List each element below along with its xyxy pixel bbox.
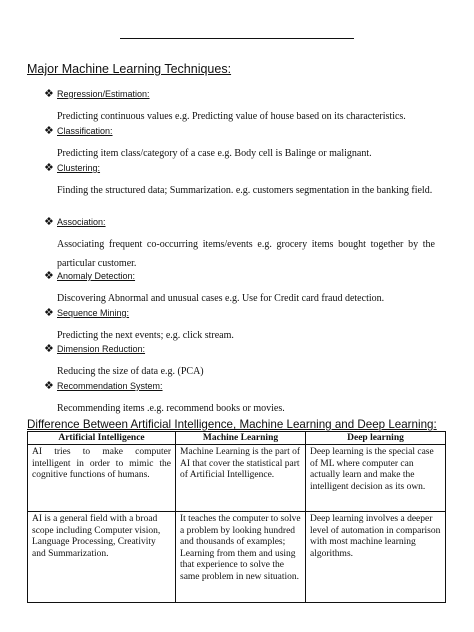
diamond-bullet-icon: ❖ bbox=[44, 87, 54, 100]
table-row bbox=[28, 512, 446, 603]
technique-title: Sequence Mining: bbox=[57, 308, 130, 318]
technique-description: Reducing the size of data e.g. (PCA) bbox=[57, 366, 204, 377]
column-header-dl: Deep learning bbox=[306, 432, 446, 445]
section-heading-ml-techniques: Major Machine Learning Techniques: bbox=[27, 62, 232, 76]
table-header-row bbox=[28, 432, 446, 445]
technique-title: Regression/Estimation: bbox=[57, 89, 150, 99]
table-row bbox=[28, 445, 446, 512]
technique-description: Associating frequent co-occurring items/events e.g. grocery items bought together by the particular customer. bbox=[57, 239, 435, 269]
technique-title: Anomaly Detection: bbox=[57, 271, 136, 281]
diamond-bullet-icon: ❖ bbox=[44, 124, 54, 137]
diamond-bullet-icon: ❖ bbox=[44, 342, 54, 355]
technique-description: Predicting the next events; e.g. click stream. bbox=[57, 330, 234, 341]
technique-title: Recommendation System: bbox=[57, 381, 163, 391]
technique-description: Discovering Abnormal and unusual cases e.g. Use for Credit card fraud detection. bbox=[57, 293, 385, 304]
technique-title: Dimension Reduction: bbox=[57, 344, 146, 354]
technique-description: Predicting item class/category of a case e.g. Body cell is Balinge or malignant. bbox=[57, 148, 372, 159]
column-header-ai: Artificial Intelligence bbox=[28, 432, 176, 445]
technique-title: Clustering: bbox=[57, 163, 101, 173]
table-cell: It teaches the computer to solve a problem by looking hundred and thousands of examples; Learning from them and using that experience to solve the same problem in new situation. bbox=[176, 512, 306, 603]
comparison-heading: Difference Between Artificial Intelligence, Machine Learning and Deep Learning: bbox=[27, 418, 437, 431]
table-cell: Deep learning is the special case of ML where computer can actually learn and make the intelligent decision as its own. bbox=[306, 445, 446, 512]
diamond-bullet-icon: ❖ bbox=[44, 379, 54, 392]
column-header-ml: Machine Learning bbox=[176, 432, 306, 445]
technique-title: Association: bbox=[57, 217, 106, 227]
diamond-bullet-icon: ❖ bbox=[44, 269, 54, 282]
technique-description: Finding the structured data; Summarization. e.g. customers segmentation in the banking field. bbox=[57, 185, 433, 196]
table-cell: Deep learning involves a deeper level of automation in comparison with most machine learning algorithms. bbox=[306, 512, 446, 603]
table-cell: Machine Learning is the part of AI that cover the statistical part of Artificial Intelligence. bbox=[176, 445, 306, 512]
comparison-table bbox=[27, 431, 446, 603]
technique-title: Classification: bbox=[57, 126, 113, 136]
table-cell: AI is a general field with a broad scope including Computer vision, Language Processing, Creativity and Summarization. bbox=[28, 512, 176, 603]
diamond-bullet-icon: ❖ bbox=[44, 161, 54, 174]
top-horizontal-rule bbox=[120, 38, 354, 39]
technique-description: Predicting continuous values e.g. Predicting value of house based on its characteristics. bbox=[57, 111, 406, 122]
table-cell: AI tries to make computer intelligent in order to mimic the cognitive functions of humans. bbox=[28, 445, 176, 512]
technique-description: Recommending items .e.g. recommend books or movies. bbox=[57, 403, 285, 414]
diamond-bullet-icon: ❖ bbox=[44, 306, 54, 319]
diamond-bullet-icon: ❖ bbox=[44, 215, 54, 228]
